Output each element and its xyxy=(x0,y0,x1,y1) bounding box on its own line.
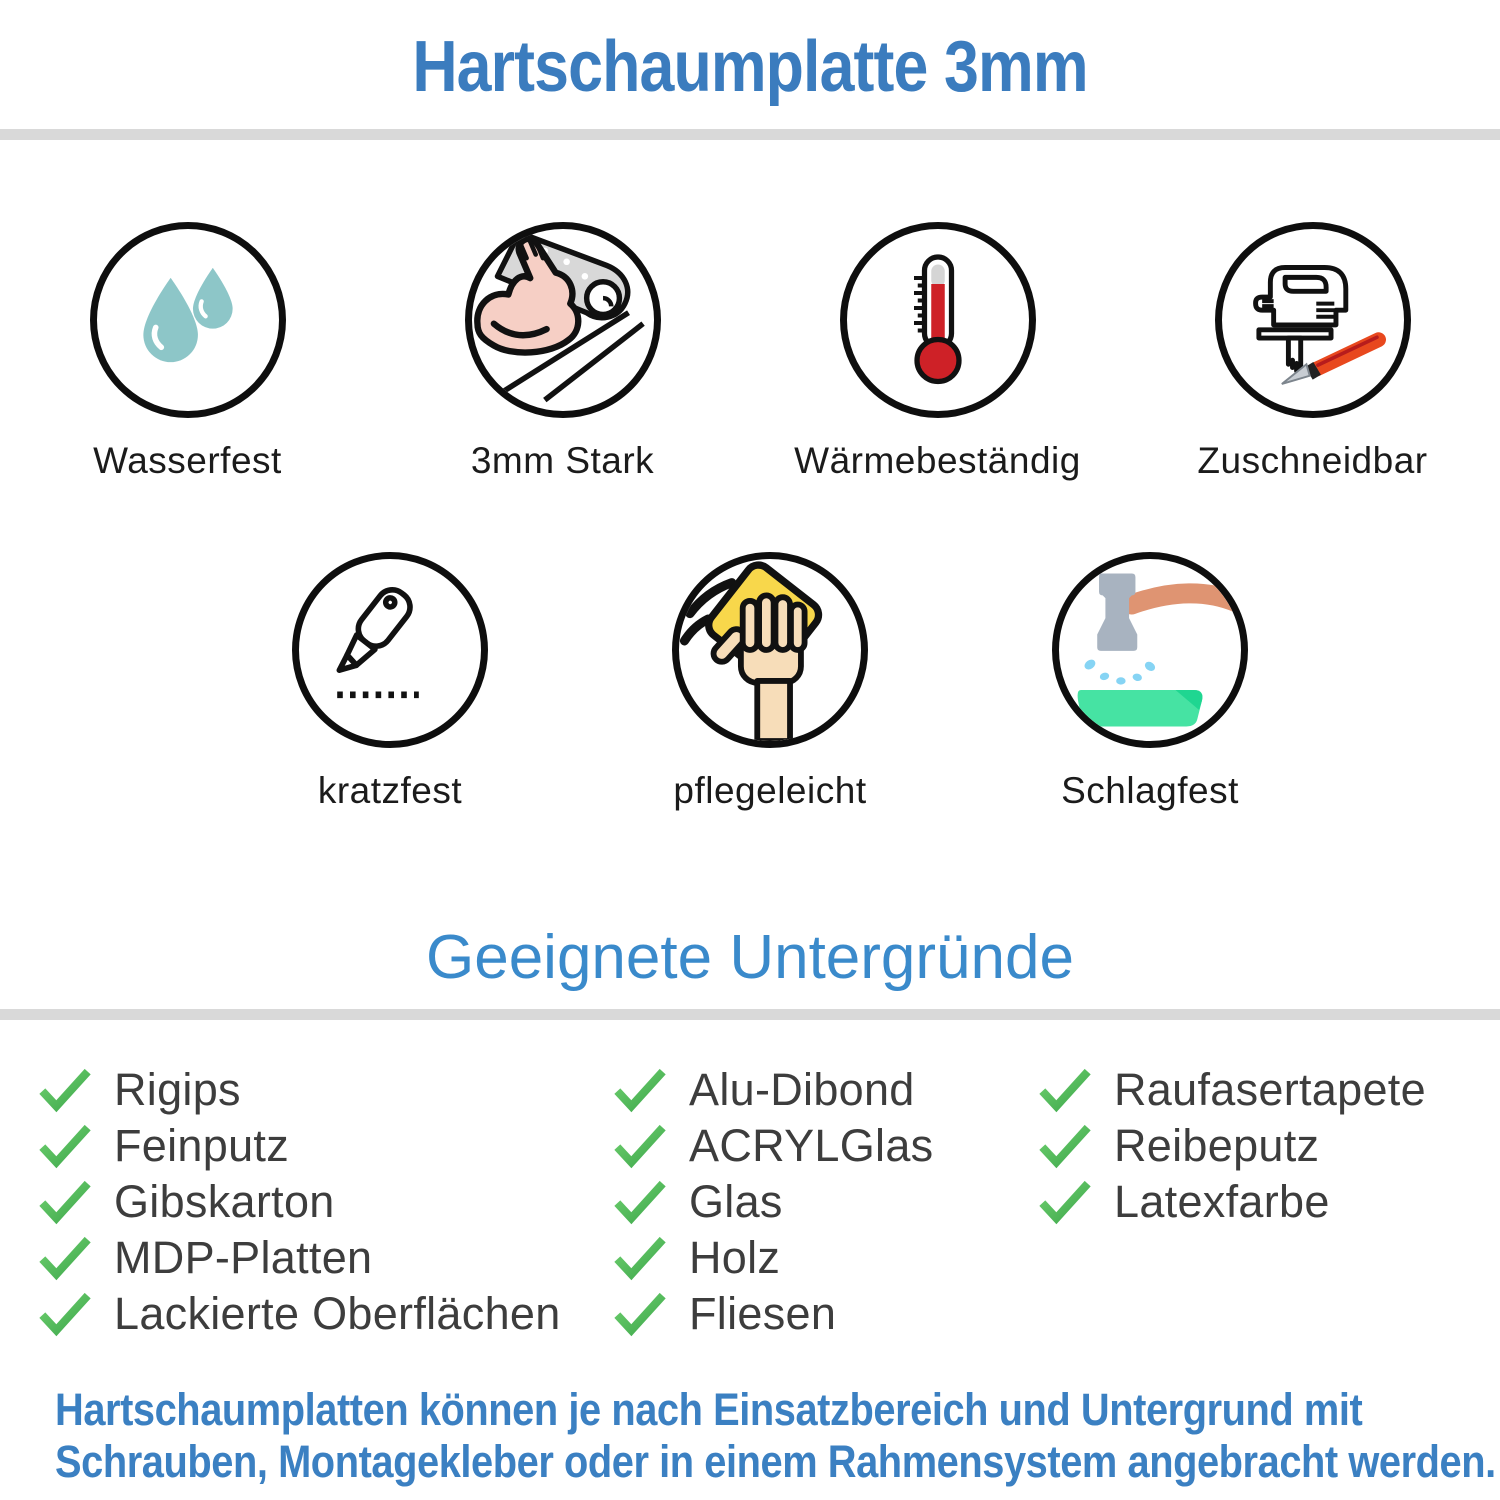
thermometer-icon xyxy=(840,222,1036,418)
feature-schlagfest xyxy=(960,552,1340,812)
list-item xyxy=(613,1118,1038,1174)
list-item xyxy=(38,1062,613,1118)
jigsaw-cutter-icon xyxy=(1215,222,1411,418)
list-item-label: Gibskarton xyxy=(114,1176,335,1227)
feature-label: pflegeleicht xyxy=(673,770,867,811)
list-item xyxy=(38,1286,613,1342)
feature-row-2 xyxy=(200,552,1340,812)
muscle-arm-icon xyxy=(465,222,661,418)
checkmark-icon xyxy=(613,1063,667,1117)
feature-label: kratzfest xyxy=(317,770,463,811)
substrates-title: Geeignete Untergründe xyxy=(425,923,1074,992)
feature-row-1 xyxy=(0,222,1500,482)
checkmark-icon xyxy=(1038,1063,1092,1117)
list-item xyxy=(1038,1118,1498,1174)
wiping-hand-icon xyxy=(672,552,868,748)
list-item-label: MDP-Platten xyxy=(114,1232,373,1283)
feature-waermebestaendig xyxy=(750,222,1125,482)
feature-label: Wärmebeständig xyxy=(794,440,1081,481)
list-item xyxy=(613,1230,1038,1286)
feature-pflegeleicht xyxy=(580,552,960,812)
checkmark-icon xyxy=(613,1175,667,1229)
list-item-label: Feinputz xyxy=(114,1120,289,1171)
feature-kratzfest xyxy=(200,552,580,812)
list-item-label: Latexfarbe xyxy=(1114,1176,1330,1227)
list-item xyxy=(613,1062,1038,1118)
checkmark-icon xyxy=(613,1287,667,1341)
checkmark-icon xyxy=(38,1231,92,1285)
page-title: Hartschaumplatte 3mm xyxy=(412,27,1088,107)
checkmark-icon xyxy=(38,1175,92,1229)
list-item xyxy=(38,1174,613,1230)
substrates-column-2 xyxy=(613,1062,1038,1342)
list-item xyxy=(613,1174,1038,1230)
mounting-note xyxy=(55,1384,1496,1488)
checkmark-icon xyxy=(38,1119,92,1173)
checkmark-icon xyxy=(38,1287,92,1341)
feature-label: Schlagfest xyxy=(1061,770,1239,811)
feature-label: Wasserfest xyxy=(93,440,282,481)
checkmark-icon xyxy=(1038,1175,1092,1229)
list-item xyxy=(613,1286,1038,1342)
hammer-impact-icon xyxy=(1052,552,1248,748)
list-item-label: ACRYLGlas xyxy=(689,1120,934,1171)
list-item-label: Glas xyxy=(689,1176,783,1227)
list-item xyxy=(1038,1174,1498,1230)
list-item xyxy=(1038,1062,1498,1118)
substrates-checklist xyxy=(38,1062,1498,1342)
utility-knife-icon xyxy=(292,552,488,748)
list-item xyxy=(38,1230,613,1286)
substrates-column-1 xyxy=(38,1062,613,1342)
feature-label: Zuschneidbar xyxy=(1197,440,1428,481)
list-item-label: Holz xyxy=(689,1232,781,1283)
water-drops-icon xyxy=(90,222,286,418)
section-divider-top xyxy=(0,129,1500,140)
feature-zuschneidbar xyxy=(1125,222,1500,482)
checkmark-icon xyxy=(613,1119,667,1173)
list-item-label: Fliesen xyxy=(689,1288,837,1339)
list-item-label: Raufasertapete xyxy=(1114,1064,1426,1115)
checkmark-icon xyxy=(613,1231,667,1285)
feature-3mm-stark xyxy=(375,222,750,482)
checkmark-icon xyxy=(38,1063,92,1117)
checkmark-icon xyxy=(1038,1119,1092,1173)
list-item-label: Reibeputz xyxy=(1114,1120,1320,1171)
list-item-label: Alu-Dibond xyxy=(689,1064,915,1115)
feature-label: 3mm Stark xyxy=(470,440,655,481)
section-divider-middle xyxy=(0,1009,1500,1020)
mounting-note-line2: Schrauben, Montagekleber oder in einem Rahmensystem angebracht werden. xyxy=(55,1436,1496,1487)
list-item-label: Lackierte Oberflächen xyxy=(114,1288,561,1339)
list-item-label: Rigips xyxy=(114,1064,241,1115)
feature-wasserfest xyxy=(0,222,375,482)
mounting-note-line1: Hartschaumplatten können je nach Einsatzbereich und Untergrund mit xyxy=(55,1384,1363,1435)
list-item xyxy=(38,1118,613,1174)
substrates-column-3 xyxy=(1038,1062,1498,1342)
